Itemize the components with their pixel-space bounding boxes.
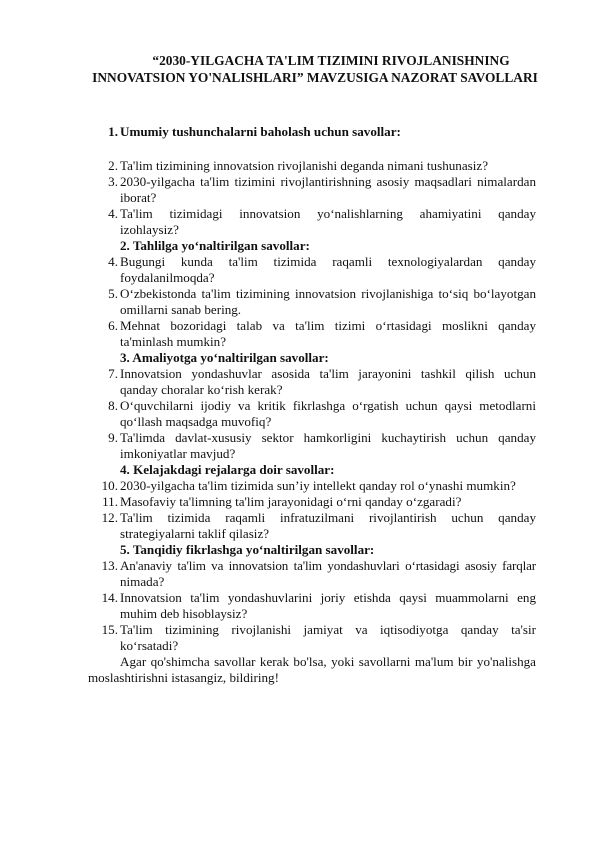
question-text: 2030-yilgacha ta'lim tizimida sun’iy intellekt qanday rol o‘ynashi mumkin? bbox=[120, 478, 516, 493]
list-number: 1. bbox=[108, 124, 118, 139]
question-text: 2030-yilgacha ta'lim tizimini rivojlantirishning asosiy maqsadlari nimalardan bbox=[120, 174, 536, 189]
question-text: Innovatsion yondashuvlar asosida ta'lim jarayonini tashkil qilish uchun bbox=[120, 366, 536, 381]
list-number: 10. bbox=[101, 478, 118, 493]
section-heading-2: 2. Tahlilga yo‘naltirilgan savollar: bbox=[120, 238, 310, 253]
question-text: O‘quvchilarni ijodiy va kritik fikrlashga o‘rgatish uchun qaysi metodlarni bbox=[120, 398, 536, 413]
question-text: Ta'lim tizimining innovatsion rivojlanishi deganda nimani tushunasiz? bbox=[120, 158, 489, 173]
question-text-continued: izohlaysiz? bbox=[120, 222, 179, 237]
question-text: O‘zbekistonda ta'lim tizimining innovatsion rivojlanishiga to‘siq bo‘layotgan bbox=[120, 286, 536, 301]
question-text-continued: qo‘llash maqsadga muvofiq? bbox=[120, 414, 272, 429]
list-number: 15. bbox=[101, 622, 118, 637]
list-number: 3. bbox=[108, 174, 118, 189]
question-text: Bugungi kunda ta'lim tizimida raqamli texnologiyalardan qanday bbox=[120, 254, 536, 269]
list-number: 14. bbox=[101, 590, 118, 605]
title-line-1: “2030-YILGACHA TA'LIM TIZIMINI RIVOJLANISHNING bbox=[152, 53, 510, 68]
list-number: 13. bbox=[101, 558, 118, 573]
question-text-continued: qanday choralar ko‘rish kerak? bbox=[120, 382, 283, 397]
question-text: Masofaviy ta'limning ta'lim jarayonidagi o‘rni qanday o‘zgaradi? bbox=[120, 494, 462, 509]
question-text: Ta'lim tizimining rivojlanishi jamiyat va iqtisodiyotga qanday ta'sir bbox=[120, 622, 536, 637]
closing-paragraph: Agar qo'shimcha savollar kerak bo'lsa, yoki savollarni ma'lum bir yo'nalishga moslashtirishni istasangiz, bildiring! bbox=[88, 654, 536, 685]
question-text-continued: nimada? bbox=[120, 574, 165, 589]
list-number: 4. bbox=[108, 206, 118, 221]
question-text-continued: iborat? bbox=[120, 190, 157, 205]
question-text: Ta'lim tizimida raqamli infratuzilmani rivojlantirish uchun qanday bbox=[120, 510, 536, 525]
list-number: 2. bbox=[108, 158, 118, 173]
question-text-continued: ta'minlash mumkin? bbox=[120, 334, 227, 349]
question-text-continued: muhim deb hisoblaysiz? bbox=[120, 606, 248, 621]
list-number: 11. bbox=[102, 494, 118, 509]
list-number: 5. bbox=[108, 286, 118, 301]
section-heading-5: 5. Tanqidiy fikrlashga yo‘naltirilgan savollar: bbox=[120, 542, 375, 557]
question-text: Innovatsion ta'lim yondashuvlarini joriy etishda qaysi muammolarni eng bbox=[120, 590, 536, 605]
list-number: 4. bbox=[108, 254, 118, 269]
question-text-continued: strategiyalarni taklif qilasiz? bbox=[120, 526, 270, 541]
question-text: Ta'lim tizimidagi innovatsion yo‘nalishlarning ahamiyatini qanday bbox=[120, 206, 536, 221]
section-heading-4: 4. Kelajakdagi rejalarga doir savollar: bbox=[120, 462, 335, 477]
question-text: An'anaviy ta'lim va innovatsion ta'lim yondashuvlari o‘rtasidagi asosiy farqlar bbox=[120, 558, 536, 573]
list-number: 7. bbox=[108, 366, 118, 381]
list-number: 12. bbox=[101, 510, 118, 525]
section-heading-text: Umumiy tushunchalarni baholash uchun savollar: bbox=[120, 124, 401, 139]
question-text-continued: ko‘rsatadi? bbox=[120, 638, 179, 653]
title-line-2: INNOVATSION YO'NALISHLARI” MAVZUSIGA NAZORAT SAVOLLARI bbox=[92, 70, 538, 85]
question-text-continued: foydalanilmoqda? bbox=[120, 270, 215, 285]
question-text-continued: omillarni sanab bering. bbox=[120, 302, 242, 317]
question-text: Ta'limda davlat-xususiy sektor hamkorligini kuchaytirish uchun qanday bbox=[120, 430, 536, 445]
list-number: 8. bbox=[108, 398, 118, 413]
question-text-continued: imkoniyatlar mavjud? bbox=[120, 446, 236, 461]
list-number: 6. bbox=[108, 318, 118, 333]
section-heading-3: 3. Amaliyotga yo‘naltirilgan savollar: bbox=[120, 350, 329, 365]
list-number: 9. bbox=[108, 430, 118, 445]
question-text: Mehnat bozoridagi talab va ta'lim tizimi o‘rtasidagi moslikni qanday bbox=[120, 318, 536, 333]
